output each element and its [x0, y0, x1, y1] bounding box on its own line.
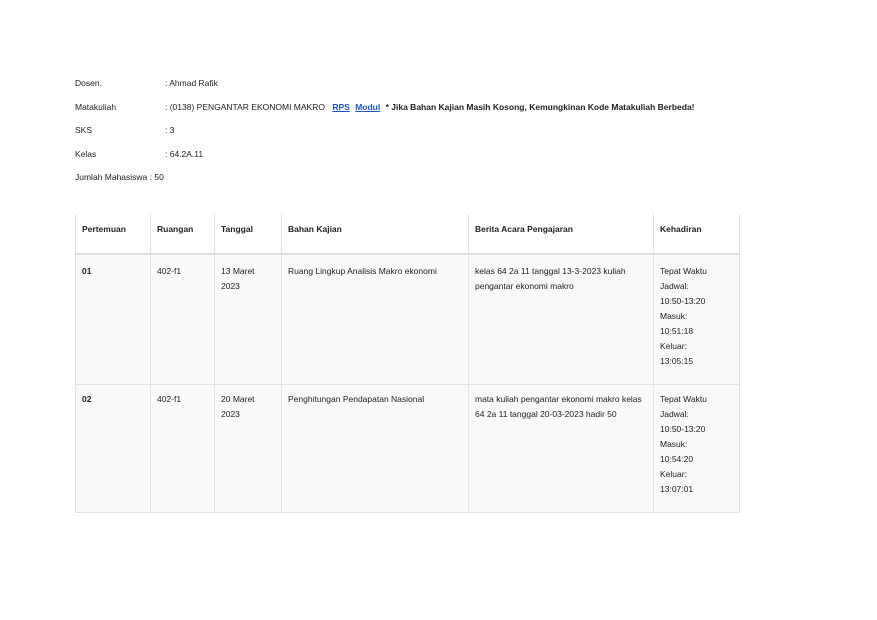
table-row [76, 385, 740, 513]
matakuliah-note: * Jika Bahan Kajian Masih Kosong, Kemungkinan Kode Matakuliah Berbeda! [385, 102, 695, 112]
jadwal-label: Jadwal: [660, 281, 689, 291]
cell-ruangan: 402-f1 [151, 254, 215, 385]
cell-berita-acara: kelas 64 2a 11 tanggal 13-3-2023 kuliah pengantar ekonomi makro [469, 254, 654, 385]
cell-berita-acara: mata kuliah pengantar ekonomi makro kelas 64 2a 11 tanggal 20-03-2023 hadir 50 [469, 385, 654, 513]
sks-label: SKS [75, 125, 93, 135]
masuk-label: Masuk: [660, 311, 688, 321]
table-row [76, 254, 740, 385]
keluar-value: 13:05:15 [660, 356, 694, 366]
kelas-value: : 64.2A.11 [165, 149, 204, 159]
cell-tanggal: 20 Maret 2023 [215, 385, 282, 513]
keluar-label: Keluar: [660, 341, 687, 351]
masuk-value: 10:51:18 [660, 326, 694, 336]
cell-pertemuan: 01 [76, 254, 151, 385]
matakuliah-value: : (0138) PENGANTAR EKONOMI MAKRO [165, 102, 325, 112]
table-header-row [76, 214, 740, 254]
header-bahan-kajian: Bahan Kajian [282, 214, 469, 254]
keluar-label: Keluar: [660, 469, 687, 479]
matakuliah-label: Matakuliah [75, 102, 117, 112]
cell-kehadiran [654, 385, 740, 513]
cell-bahan-kajian: Penghitungan Pendapatan Nasional [282, 385, 469, 513]
sks-value: : 3 [165, 125, 175, 135]
cell-bahan-kajian: Ruang Lingkup Analisis Makro ekonomi [282, 254, 469, 385]
rps-button[interactable]: RPS [332, 102, 350, 112]
kehadiran-status: Tepat Waktu [660, 394, 707, 404]
kelas-label: Kelas [75, 149, 97, 159]
jadwal-value: 10:50-13:20 [660, 424, 706, 434]
sessions-table [75, 214, 740, 513]
cell-kehadiran [654, 254, 740, 385]
jadwal-label: Jadwal: [660, 409, 689, 419]
masuk-value: 10:54:20 [660, 454, 694, 464]
cell-ruangan: 402-f1 [151, 385, 215, 513]
dosen-label: Dosen. [75, 78, 102, 88]
cell-pertemuan: 02 [76, 385, 151, 513]
cell-tanggal: 13 Maret 2023 [215, 254, 282, 385]
jadwal-value: 10:50-13:20 [660, 296, 706, 306]
header-tanggal: Tanggal [215, 214, 282, 254]
jumlah-mahasiswa: Jumlah Mahasiswa : 50 [75, 172, 164, 182]
dosen-value: : Ahmad Rafik [165, 78, 218, 88]
matakuliah-value-group [165, 101, 695, 113]
header-pertemuan: Pertemuan [76, 214, 151, 254]
keluar-value: 13:07:01 [660, 484, 694, 494]
header-kehadiran: Kehadiran [654, 214, 740, 254]
header-berita-acara: Berita Acara Pengajaran [469, 214, 654, 254]
modul-button[interactable]: Modul [355, 102, 381, 112]
kehadiran-status: Tepat Waktu [660, 266, 707, 276]
masuk-label: Masuk: [660, 439, 688, 449]
header-ruangan: Ruangan [151, 214, 215, 254]
